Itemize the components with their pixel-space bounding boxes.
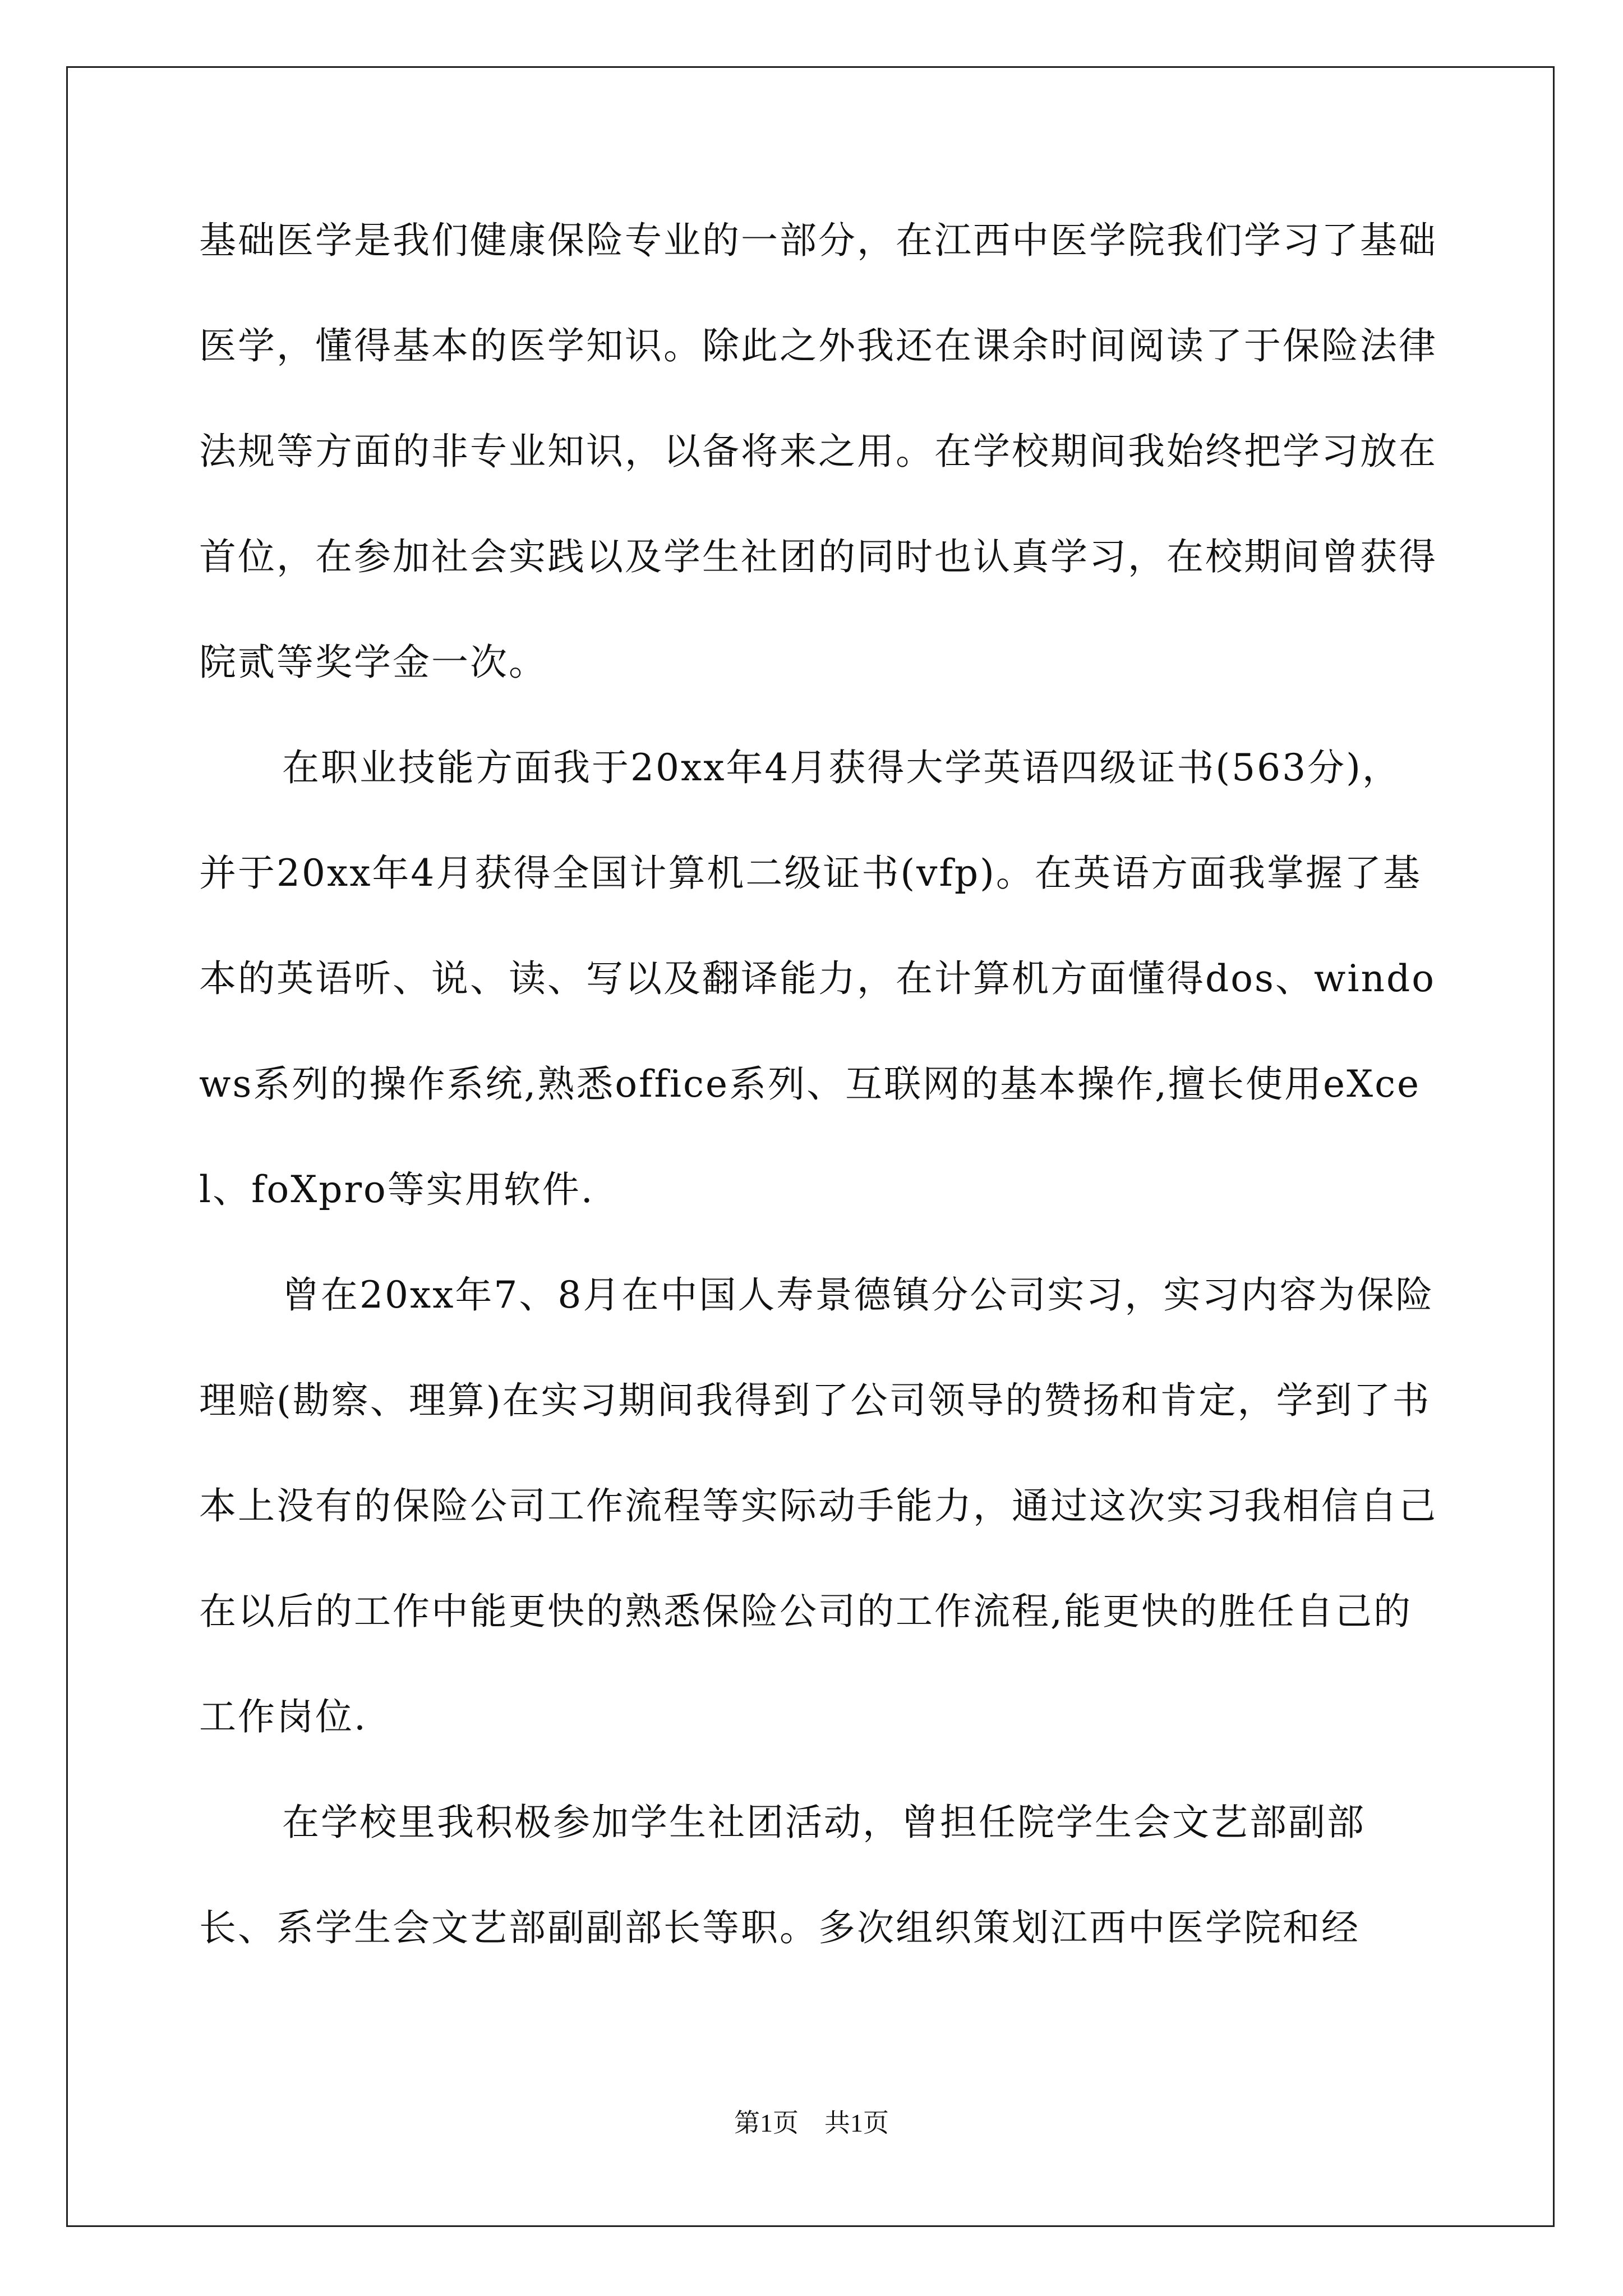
- paragraph-1: 基础医学是我们健康保险专业的一部分，在江西中医学院我们学习了基础医学，懂得基本的医学知识。除此之外我还在课余时间阅读了于保险法律法规等方面的非专业知识，以备将来之用。在学校期间我始终把学习放在首位，在参加社会实践以及学生社团的同时也认真学习，在校期间曾获得院贰等奖学金一次。: [199, 219, 1437, 684]
- paragraph-3: 曾在20xx年7、8月在中国人寿景德镇分公司实习，实习内容为保险理赔(勘察、理算)在实习期间我得到了公司领导的赞扬和肯定，学到了书本上没有的保险公司工作流程等实际动手能力，通过这次实习我相信自己在以后的工作中能更快的熟悉保险公司的工作流程,能更快的胜任自己的工作岗位.: [199, 1273, 1437, 1738]
- document-body: [199, 188, 1438, 1981]
- paragraph-2: 在职业技能方面我于20xx年4月获得大学英语四级证书(563分)，并于20xx年4月获得全国计算机二级证书(vfp)。在英语方面我掌握了基本的英语听、说、读、写以及翻译能力，在计算机方面懂得dos、windows系列的操作系统,熟悉office系列、互联网的基本操作,擅长使用eXcel、foXpro等实用软件.: [199, 746, 1436, 1211]
- paragraph-4: 在学校里我积极参加学生社团活动，曾担任院学生会文艺部副部长、系学生会文艺部副副部长等职。多次组织策划江西中医学院和经: [199, 1801, 1366, 1949]
- page-number-footer: 第1页 共1页: [734, 2109, 889, 2137]
